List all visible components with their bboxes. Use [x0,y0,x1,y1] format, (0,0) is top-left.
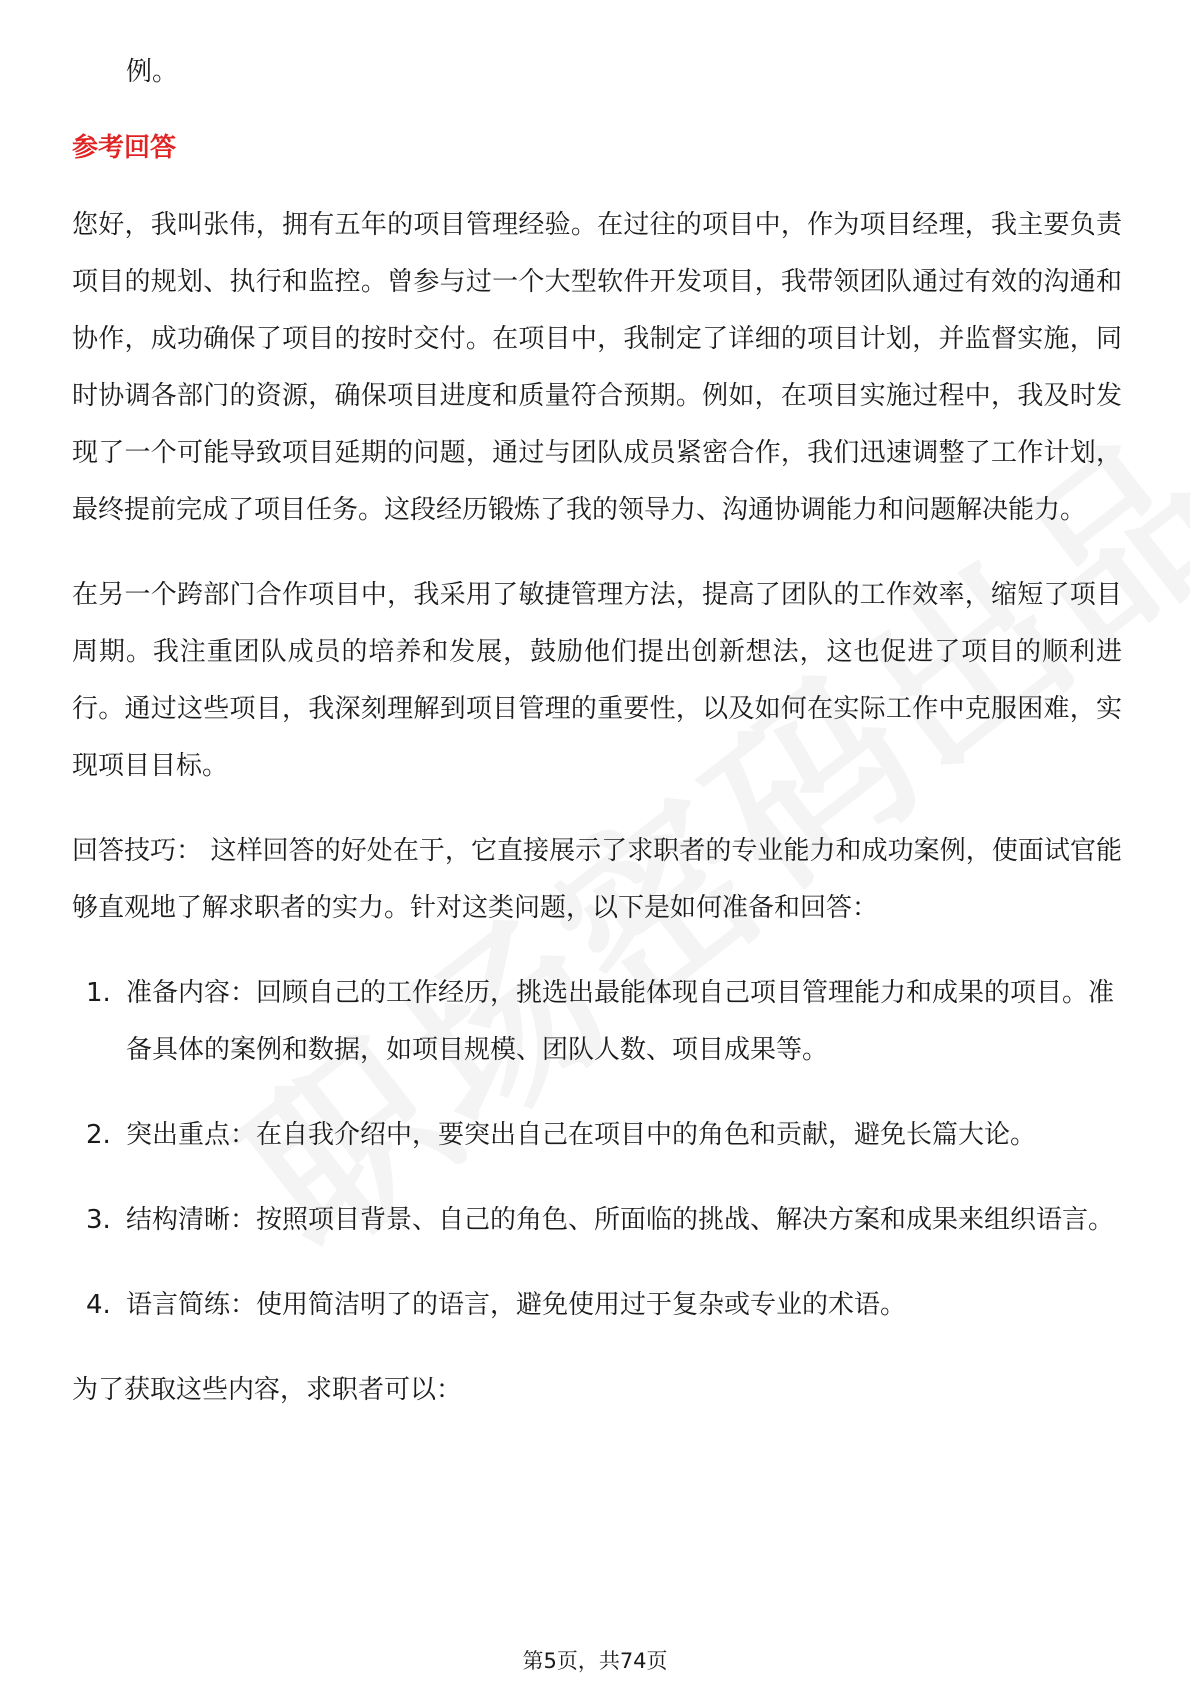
list-item-number: 3. [86,1205,111,1235]
section-heading: 参考回答 [72,133,177,163]
answer-paragraph-2: 在另一个跨部门合作项目中，我采用了敏捷管理方法，提高了团队的工作效率，缩短了项目周期。我注重团队成员的培养和发展，鼓励他们提出创新想法，这也促进了项目的顺利进行。通过这些项目，我深刻理解到项目管理的重要性，以及如何在实际工作中克服困难，实现项目目标。 [72,580,1122,781]
answer-paragraph-1: 您好，我叫张伟，拥有五年的项目管理经验。在过往的项目中，作为项目经理，我主要负责项目的规划、执行和监控。曾参与过一个大型软件开发项目，我带领团队通过有效的沟通和协作，成功确保了项目的按时交付。在项目中，我制定了详细的项目计划，并监督实施，同时协调各部门的资源，确保项目进度和质量符合预期。例如，在项目实施过程中，我及时发现了一个可能导致项目延期的问题，通过与团队成员紧密合作，我们迅速调整了工作计划，最终提前完成了项目任务。这段经历锻炼了我的领导力、沟通协调能力和问题解决能力。 [72,210,1122,525]
closing-line: 为了获取这些内容，求职者可以： [72,1375,463,1405]
list-item [72,965,1122,1079]
page-content [72,44,1122,1419]
list-item-number: 4. [86,1290,111,1320]
list-item-number: 2. [86,1120,111,1150]
continued-text: 例。 [126,57,179,87]
list-item [72,1107,1122,1164]
list-item-text: 结构清晰：按照项目背景、自己的角色、所面临的挑战、解决方案和成果来组织语言。 [126,1205,1115,1235]
list-item-number: 1. [86,978,111,1008]
list-item [72,1192,1122,1249]
list-item [72,1277,1122,1334]
list-item-text: 准备内容：回顾自己的工作经历，挑选出最能体现自己项目管理能力和成果的项目。准备具体的案例和数据，如项目规模、团队人数、项目成果等。 [126,978,1115,1065]
tips-list [72,965,1122,1334]
list-item-text: 突出重点：在自我介绍中，要突出自己在项目中的角色和贡献，避免长篇大论。 [126,1120,1037,1150]
list-item-text: 语言简练：使用简洁明了的语言，避免使用过于复杂或专业的术语。 [126,1290,907,1320]
answer-tips-intro: 回答技巧： 这样回答的好处在于，它直接展示了求职者的专业能力和成功案例，使面试官能够直观地了解求职者的实力。针对这类问题，以下是如何准备和回答： [72,836,1122,923]
page-number-footer: 第5页，共74页 [522,1649,668,1673]
